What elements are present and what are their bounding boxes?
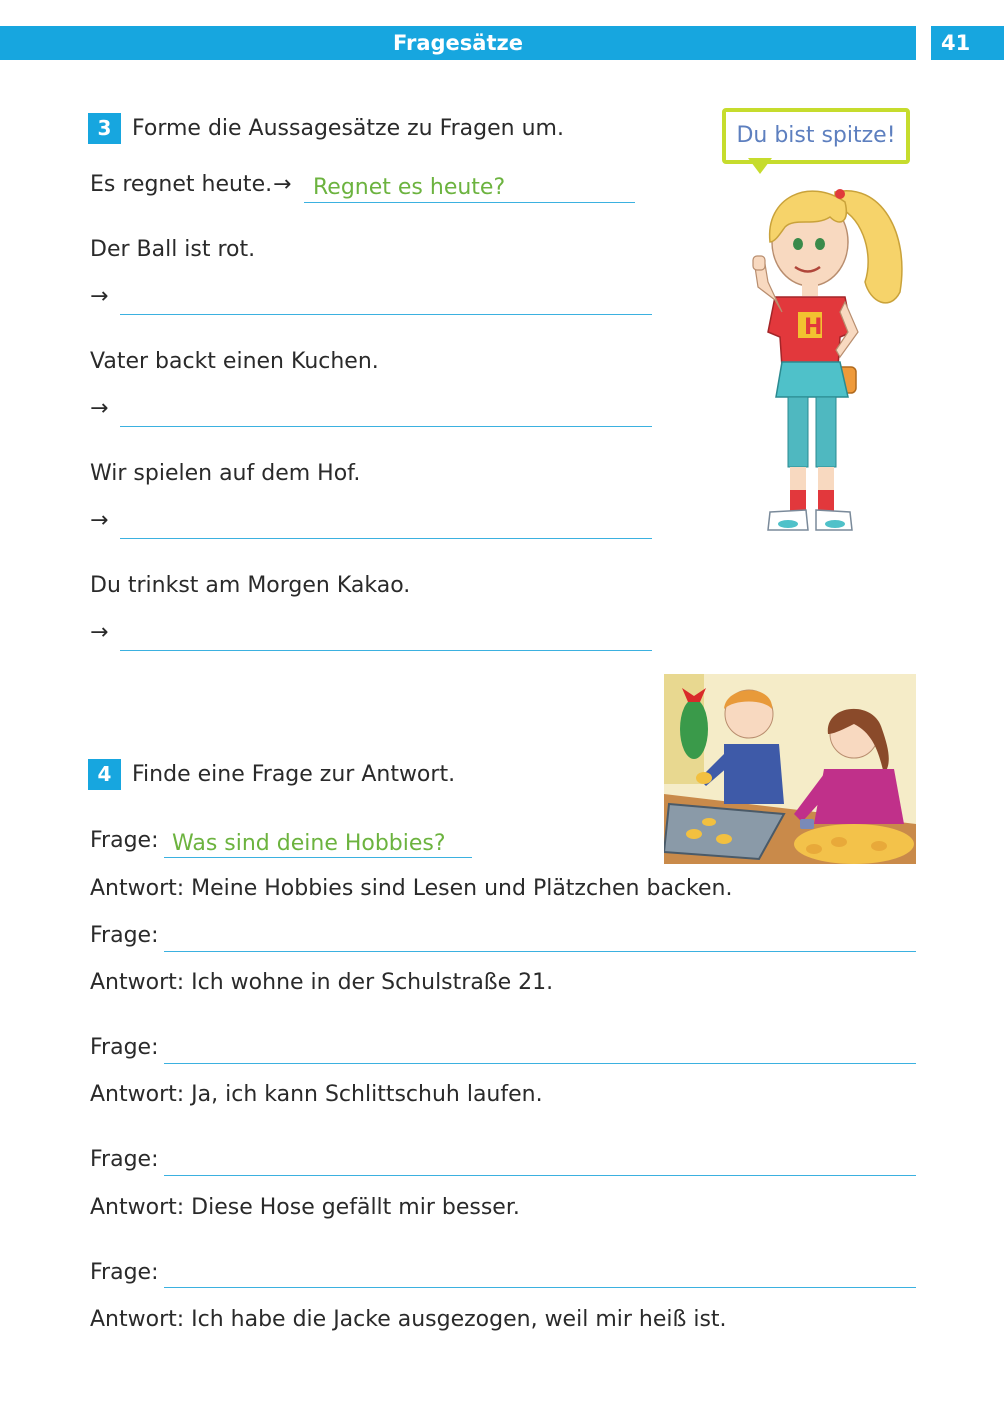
- antwort-2: Antwort: Ja, ich kann Schlittschuh laufen.: [90, 1082, 543, 1107]
- example-answer: Regnet es heute?: [313, 175, 506, 200]
- arrow-icon: →: [273, 172, 292, 197]
- task-3-sentence-1: Der Ball ist rot.: [90, 237, 256, 262]
- question-label: Frage:: [90, 1147, 159, 1172]
- task-3-sentence-4: Du trinkst am Morgen Kakao.: [90, 573, 411, 598]
- antwort-4: Antwort: Ich habe die Jacke ausgezogen, weil mir heiß ist.: [90, 1307, 727, 1332]
- arrow-icon: →: [90, 396, 109, 421]
- speech-bubble: Du bist spitze!: [722, 108, 910, 164]
- task-4-title: Finde eine Frage zur Antwort.: [132, 762, 456, 787]
- arrow-icon: →: [90, 284, 109, 309]
- question-line-2[interactable]: [164, 1063, 916, 1064]
- page-number: 41: [931, 26, 1004, 60]
- girl-illustration: [740, 172, 915, 552]
- page-header-title: Fragesätze: [0, 26, 916, 60]
- question-label: Frage:: [90, 828, 159, 853]
- task-number-4: 4: [88, 759, 121, 790]
- answer-line: [164, 857, 472, 858]
- answer-line: [304, 202, 635, 203]
- answer-line-4[interactable]: [120, 650, 652, 651]
- arrow-icon: →: [90, 620, 109, 645]
- antwort-3: Antwort: Diese Hose gefällt mir besser.: [90, 1195, 520, 1220]
- question-label: Frage:: [90, 1035, 159, 1060]
- task-3-sentence-2: Vater backt einen Kuchen.: [90, 349, 379, 374]
- example-sentence: Es regnet heute.: [90, 172, 273, 197]
- task-number-3: 3: [88, 113, 121, 144]
- antwort-1: Antwort: Ich wohne in der Schulstraße 21.: [90, 970, 554, 995]
- question-label: Frage:: [90, 1260, 159, 1285]
- answer-line-3[interactable]: [120, 538, 652, 539]
- question-line-4[interactable]: [164, 1287, 916, 1288]
- task-3-sentence-3: Wir spielen auf dem Hof.: [90, 461, 361, 486]
- answer-line-2[interactable]: [120, 426, 652, 427]
- question-label: Frage:: [90, 923, 159, 948]
- arrow-icon: →: [90, 508, 109, 533]
- task-3-title: Forme die Aussagesätze zu Fragen um.: [132, 116, 564, 141]
- question-line-3[interactable]: [164, 1175, 916, 1176]
- svg-text:H: H: [804, 315, 823, 340]
- question-line-1[interactable]: [164, 951, 916, 952]
- children-baking-illustration: [664, 674, 916, 864]
- antwort-example: Antwort: Meine Hobbies sind Lesen und Plätzchen backen.: [90, 876, 733, 901]
- answer-line-1[interactable]: [120, 314, 652, 315]
- example-question: Was sind deine Hobbies?: [172, 831, 446, 856]
